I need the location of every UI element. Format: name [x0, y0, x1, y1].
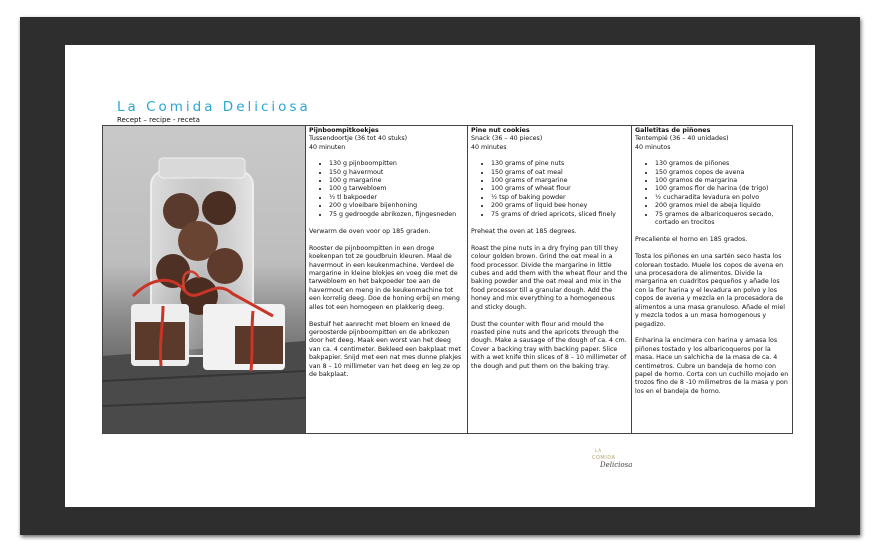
ingredient-list [471, 160, 628, 219]
ingredient: • ½ tsp of baking powder [491, 194, 628, 202]
ingredient: • 200 gramos miel de abeja liquido [655, 202, 789, 210]
recipe-table [102, 125, 793, 434]
ingredient: • 100 gramos flor de harina (de trigo) [655, 185, 789, 193]
recipe-column-english [467, 126, 631, 433]
recipe-title: Pijnboompitkoekjes [309, 127, 379, 134]
recipe-step: Tosta los piñones en una sartén seco hasta los colorean tostado. Muele los copos de avena en una procesadora de alimentos. Divide la margarina en cuadritos pequeños y añade los con la flor harina y el levadura en polvo y los copos de avena y mezcla en la procesadora de alimentos a una masa granuloso. Añade el miel y mezcla todos a un masa homogenous y pegadizo. [635, 253, 786, 328]
recipe-step: Dust the counter with flour and mould the roasted pine nuts and the apricots through the dough. Make a sausage of the dough of ca. 4 cm. Cover a backing tray with backing paper. Slice with a wet knife thin slices of 8 – 10 millimeter of the dough and put them on the baking tray. [471, 320, 627, 370]
recipe-subtitle: Recept – recipe - receta [117, 116, 200, 124]
recipe-step: Verwarm de oven voor op 185 graden. [309, 228, 431, 236]
ingredient: • 100 g margarine [329, 177, 464, 185]
ingredient: • 100 g tarwebloem [329, 185, 464, 193]
ingredient: • 150 gramos copos de avena [655, 169, 789, 177]
logo-line: Deliciosa [600, 461, 633, 469]
recipe-time: 40 minutos [635, 143, 671, 151]
ingredient: • 150 g havermout [329, 169, 464, 177]
ingredient: • ½ tl bakpoeder [329, 194, 464, 202]
recipe-time: 40 minutes [471, 143, 507, 151]
recipe-step: Roast the pine nuts in a dry frying pan till they colour golden brown. Grind the oat meal in a food processor. Divide the margarine in little cubes and add them with the wheat flour and the baking powder and the oat meal and mix in the food processor till a granular dough. Add the honey and mix everything to a homogeneous and sticky dough. [471, 244, 628, 311]
recipe-column-dutch [305, 126, 467, 433]
ingredient: • 75 gramos de albaricoqueros secado, cortado en trocitos [655, 211, 789, 228]
recipe-title: Pine nut cookies [471, 127, 530, 134]
ingredient-list [635, 160, 789, 227]
recipe-step: Bestuif het aanrecht met bloem en kneed de geroosterde pijnboompitten en de abrikozen door het deeg. Maak een worst van het deeg van ca. 4 centimeter. Bekleed een bakplaat met bakpapier. Snijd met een nat mes dunne plakjes van 8 – 10 millimeter van het deeg en leg ze op de bakplaat. [309, 320, 462, 378]
ingredient: • 100 grams of wheat flour [491, 185, 628, 193]
la-comida-logo [590, 448, 640, 482]
recipe-step: Enharina la encimera con harina y amasa los piñones tostado y los albaricoqueros por la masa. Hace un salchicha de la masa de ca. 4 centimetros. Cubre un bandeja de horno con papel de horno. Corta con un cuchillo mojado en trozos fino de 8 -10 milimetros de la masa y pon los en el bandeja de horno. [635, 337, 789, 395]
ingredient: • 75 g gedroogde abrikozen, fijngesneden [329, 211, 464, 219]
logo-line: LA [595, 449, 602, 454]
recipe-meta: Snack (36 – 40 pieces) [471, 135, 543, 143]
recipe-column-spanish [631, 126, 792, 433]
ingredient: • 130 gramos de piñones [655, 160, 789, 168]
ingredient-list [309, 160, 464, 219]
ingredient: • 200 grams of liquid bee honey [491, 202, 628, 210]
recipe-meta: Tussendoortje (36 tot 40 stuks) [309, 135, 408, 143]
recipe-meta: Tentempié (36 – 40 unidades) [635, 135, 729, 143]
ingredient: • 130 g pijnboompitten [329, 160, 464, 168]
recipe-step: Rooster de pijnboompitten in een droge koekenpan tot ze goudbruin kleuren. Maal de havermout in een keukenmachine. Verdeel de margarine in kleine blokjes en voeg die met de tarwebloem en het bakpoeder toe aan de havermout en meng in de keukenmachine tot een korrelig deeg. Doe de honing erbij en meng alles tot een homogeen en plakkerig deeg. [309, 244, 460, 311]
ingredient: • 100 grams of margarine [491, 177, 628, 185]
ingredient: • 75 grams of dried apricots, sliced finely [491, 211, 628, 219]
recipe-time: 40 minuten [309, 143, 346, 151]
ingredient: • ½ cucharadita levadura en polvo [655, 194, 789, 202]
ingredient: • 150 grams of oat meal [491, 169, 628, 177]
ingredient: • 130 grams of pine nuts [491, 160, 628, 168]
cookie-jar-photo [103, 126, 305, 433]
brand-title: La Comida Deliciosa [117, 99, 311, 115]
ingredient: • 100 gramos de margarina [655, 177, 789, 185]
recipe-title: Galletitas de piñones [635, 127, 711, 134]
recipe-step: Precaliente el horno en 185 grados. [635, 236, 748, 244]
recipe-step: Preheat the oven at 185 degrees. [471, 228, 577, 236]
ingredient: • 200 g vloeibare bijenhoning [329, 202, 464, 210]
logo-line: COMIDA [592, 455, 616, 461]
